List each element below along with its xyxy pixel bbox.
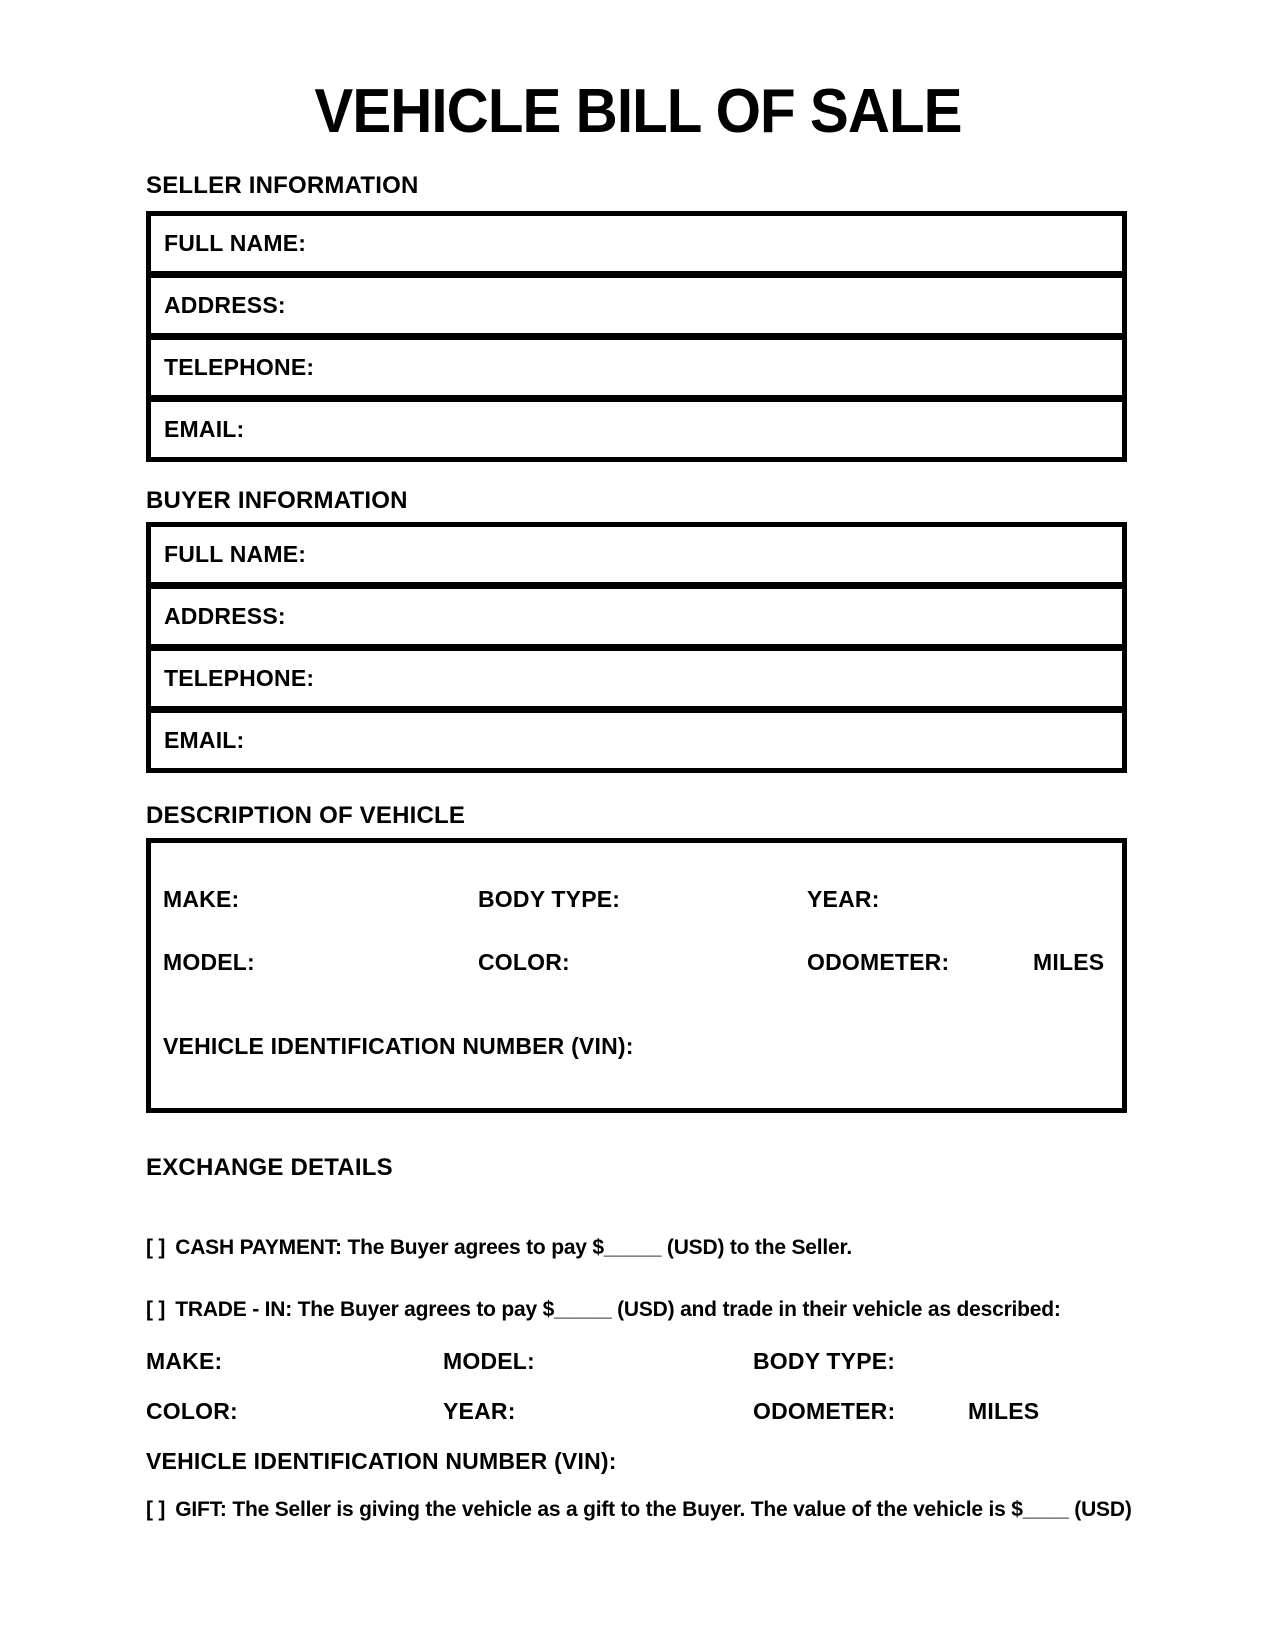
seller-full-name-field[interactable] bbox=[146, 211, 1127, 276]
vehicle-model-label: MODEL: bbox=[163, 949, 255, 975]
trade-miles-label: MILES bbox=[968, 1398, 1040, 1424]
cash-payment-option bbox=[146, 1236, 1256, 1260]
vehicle-details-box[interactable] bbox=[146, 838, 1127, 1113]
buyer-email-field[interactable] bbox=[146, 708, 1127, 773]
buyer-address-label: ADDRESS: bbox=[164, 603, 286, 629]
seller-section-heading: SELLER INFORMATION bbox=[146, 172, 419, 199]
trade-vin-label: VEHICLE IDENTIFICATION NUMBER (VIN): bbox=[146, 1448, 617, 1474]
trade-vehicle-row-2 bbox=[146, 1398, 1256, 1428]
trade-in-option bbox=[146, 1298, 1256, 1322]
seller-address-field[interactable] bbox=[146, 273, 1127, 338]
gift-text: GIFT: The Seller is giving the vehicle as a gift to the Buyer. The value of the vehicle is $____ (USD) bbox=[175, 1498, 1132, 1521]
seller-fields-box bbox=[146, 211, 1127, 462]
cash-payment-checkbox[interactable]: [ ] bbox=[146, 1236, 166, 1259]
seller-address-label: ADDRESS: bbox=[164, 292, 286, 318]
trade-body-type-label: BODY TYPE: bbox=[753, 1348, 896, 1374]
trade-year-label: YEAR: bbox=[443, 1398, 516, 1424]
trade-in-text: TRADE - IN: The Buyer agrees to pay $_____ (USD) and trade in their vehicle as described: bbox=[175, 1298, 1061, 1321]
vehicle-make-label: MAKE: bbox=[163, 886, 240, 912]
vehicle-vin-label: VEHICLE IDENTIFICATION NUMBER (VIN): bbox=[163, 1033, 634, 1059]
trade-make-label: MAKE: bbox=[146, 1348, 223, 1374]
seller-email-label: EMAIL: bbox=[164, 416, 245, 442]
vehicle-year-label: YEAR: bbox=[807, 886, 880, 912]
seller-email-field[interactable] bbox=[146, 397, 1127, 462]
buyer-fields-box bbox=[146, 522, 1127, 773]
vehicle-miles-label: MILES bbox=[1033, 949, 1105, 975]
buyer-telephone-label: TELEPHONE: bbox=[164, 665, 315, 691]
gift-checkbox[interactable]: [ ] bbox=[146, 1498, 166, 1521]
gift-option bbox=[146, 1498, 1256, 1522]
trade-vin-line bbox=[146, 1448, 1256, 1475]
buyer-telephone-field[interactable] bbox=[146, 646, 1127, 711]
trade-in-checkbox[interactable]: [ ] bbox=[146, 1298, 166, 1321]
seller-telephone-label: TELEPHONE: bbox=[164, 354, 315, 380]
trade-vehicle-row-1 bbox=[146, 1348, 1256, 1378]
buyer-full-name-field[interactable] bbox=[146, 522, 1127, 587]
vehicle-body-type-label: BODY TYPE: bbox=[478, 886, 621, 912]
cash-payment-text: CASH PAYMENT: The Buyer agrees to pay $_____ (USD) to the Seller. bbox=[175, 1236, 852, 1259]
exchange-section-heading: EXCHANGE DETAILS bbox=[146, 1154, 393, 1181]
trade-odometer-label: ODOMETER: bbox=[753, 1398, 896, 1424]
buyer-address-field[interactable] bbox=[146, 584, 1127, 649]
document-title: VEHICLE BILL OF SALE bbox=[314, 77, 962, 146]
vehicle-color-label: COLOR: bbox=[478, 949, 570, 975]
buyer-email-label: EMAIL: bbox=[164, 727, 245, 753]
buyer-full-name-label: FULL NAME: bbox=[164, 541, 307, 567]
seller-telephone-field[interactable] bbox=[146, 335, 1127, 400]
trade-color-label: COLOR: bbox=[146, 1398, 238, 1424]
trade-model-label: MODEL: bbox=[443, 1348, 535, 1374]
vehicle-section-heading: DESCRIPTION OF VEHICLE bbox=[146, 802, 466, 829]
seller-full-name-label: FULL NAME: bbox=[164, 230, 307, 256]
buyer-section-heading: BUYER INFORMATION bbox=[146, 487, 408, 514]
vehicle-odometer-label: ODOMETER: bbox=[807, 949, 950, 975]
